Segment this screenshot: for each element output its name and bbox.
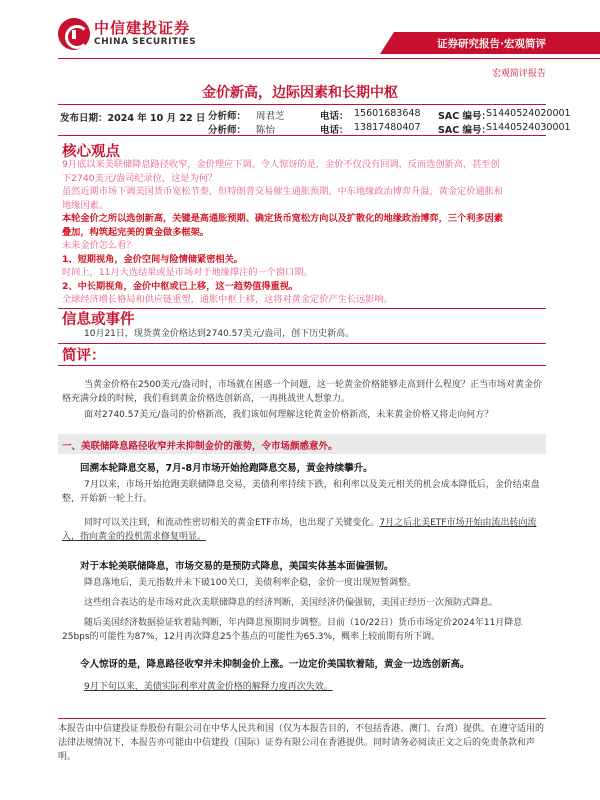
core-line: 叠加，构筑起完美的黄金做多框架。: [62, 226, 209, 238]
analyst-sac: S1440524030001: [486, 122, 571, 133]
analyst-name: 周君芝: [256, 111, 285, 122]
part1-paragraph: 降息落地后，美元指数并未下破100关口，美债利率企稳，金价一度出现短暂调整。: [84, 578, 417, 588]
section-divider: [58, 365, 546, 366]
part1-heading: 一、美联储降息路径收窄并未抑制金价的涨势，令市场颇感意外。: [62, 441, 338, 452]
part1-paragraph: [62, 516, 546, 544]
comment-paragraph: 面对2740.57美元/盎司的价格新高，我们该如何理解这轮黄金价格新高，未来黄金价格又将走向何方？: [84, 410, 494, 420]
phone-label: 电话：: [320, 125, 349, 136]
core-line: 地缘因素。: [62, 199, 108, 211]
core-line: 本轮金价之所以选创新高，关键是高通胀预期、确定货币宽松方向以及扩散化的地缘政治博弈，三个利多因素: [62, 213, 503, 224]
analyst-row: [208, 108, 571, 122]
part1-subheading: 令人惊讶的是，降息路径收窄并未抑制金价上涨。一边定价美国软着陆，黄金一边选创新高。: [80, 659, 470, 670]
part1-subheading: 回溯本轮降息交易，7月-8月市场开始抢跑降息交易，黄金持续攀升。: [80, 463, 373, 474]
analyst-phone: 15601683648: [354, 108, 421, 119]
part1-paragraph: 7月以来，市场开始抢跑美联储降息交易，美债利率持续下跌，和利率以及美元相关的机会成本降低后，金价结束盘整，开始新一轮上行。: [62, 480, 540, 504]
part1-text: 同时可以关注到，和流动性密切相关的黄金ETF市场，也出现了关键变化。: [84, 518, 380, 528]
header-band: [394, 32, 600, 54]
company-logo: [58, 18, 196, 50]
part1-paragraph: 9月下旬以来，美债实际利率对黄金价格的解释力度再次失效。: [84, 682, 333, 692]
part1-subheading: 对于本轮美联储降息，市场交易的是预防式降息，美国实体基本面偏强韧。: [80, 561, 394, 572]
core-line: 时间上，11月大选结果或是市场对于地缘撑注的一个窗口期。: [62, 267, 313, 278]
logo-mark-icon: [58, 18, 90, 50]
part1-paragraph: 随后美国经济数据验证软着陆判断，年内降息预期同步调整。目前（10/22日）货币市场定价2024年11月降息25bps的可能性为87%，12月再次降息25个基点的可能性为65.3%，概率上较前期有所下调。: [62, 618, 523, 642]
phone-label: 电话：: [320, 111, 349, 122]
publish-date: 发布日期：2024 年 10 月 22 日: [60, 113, 206, 124]
core-view-heading: 核心观点: [62, 144, 120, 160]
analyst-phone: 13817480407: [354, 122, 421, 133]
analyst-label: 分析师：: [208, 125, 247, 136]
core-line: 下2740美元/盎司纪录位，这是为何？: [62, 172, 218, 184]
report-title: 金价新高，边际因素和长期中枢: [202, 85, 398, 101]
logo-en-text: CHINA SECURITIES: [94, 37, 197, 47]
core-line: 全球经济增长格局和供应链重塑，通胀中枢上移，这将对黄金定价产生长远影响。: [62, 294, 393, 305]
footer-divider: [58, 718, 546, 719]
core-view-text: [62, 158, 548, 307]
logo-cn-text: 中信建投证券: [94, 19, 191, 37]
news-heading: 信息或事件: [62, 312, 135, 328]
core-line: 未来金价怎么看？: [62, 240, 136, 251]
part1-underlined-text: 7月之后北美ETF市场开始由流出转向流入，指向黄金的投机需求修复明显。: [62, 518, 537, 542]
section-divider: [58, 343, 546, 344]
core-line: 2、中长期视角，金价中枢或已上移，这一趋势值得重视。: [62, 280, 299, 292]
report-meta: [58, 104, 571, 136]
analyst-name: 陈怡: [256, 125, 276, 136]
core-line: 9月底以来美联储降息路径收窄，金价理应下调。令人惊讶的是，金价不仅没有回调，反而选创新高，甚至创: [62, 159, 500, 170]
analyst-sac: S1440524020001: [486, 108, 571, 119]
core-line: 1、短期视角，金价空间与险情储紧密相关。: [62, 253, 243, 265]
header-divider: [58, 58, 600, 59]
sac-label: SAC 编号：: [438, 111, 491, 122]
sac-label: SAC 编号：: [438, 125, 491, 136]
analyst-label: 分析师：: [208, 111, 247, 122]
core-line: 虽然近期市场下调美国货币宽松节奏，但特朗普交易催生通胀预期，中东地缘政治博弈升温，黄金定价通胀和: [62, 186, 503, 197]
report-category: 证券研究报告·宏观简评: [437, 38, 546, 50]
news-text: 10月21日，现货黄金价格达到2740.57美元/盎司，创下历史新高。: [84, 329, 355, 339]
page-header: [0, 0, 600, 62]
disclaimer: 本报告由中信建投证券股份有限公司在中华人民共和国（仅为本报告目的，不包括香港、澳门、台湾）提供。在遵守适用的法律法规情况下，本报告亦可能由中信建投（国际）证券有限公司在香港提供。同时请务必阅读正文之后的免责条款和声明。: [58, 724, 545, 762]
report-type-label: 宏观简评报告: [491, 69, 546, 79]
part1-paragraph: 这些组合表达的是市场对此次美联储降息的经济判断，美国经济仍偏强韧，美国正经历一次预防式降息。: [84, 598, 499, 608]
analyst-row: [208, 122, 571, 136]
comment-paragraph: 当黄金价格在2500美元/盎司时，市场就在困惑一个问题，这一轮黄金价格能够走高到什么程度？正当市场对黄金价格充满分歧的时候，我们看到黄金价格选创新高，一再挑战世人想象力。: [62, 380, 542, 404]
comment-heading: 简评：: [62, 348, 106, 364]
